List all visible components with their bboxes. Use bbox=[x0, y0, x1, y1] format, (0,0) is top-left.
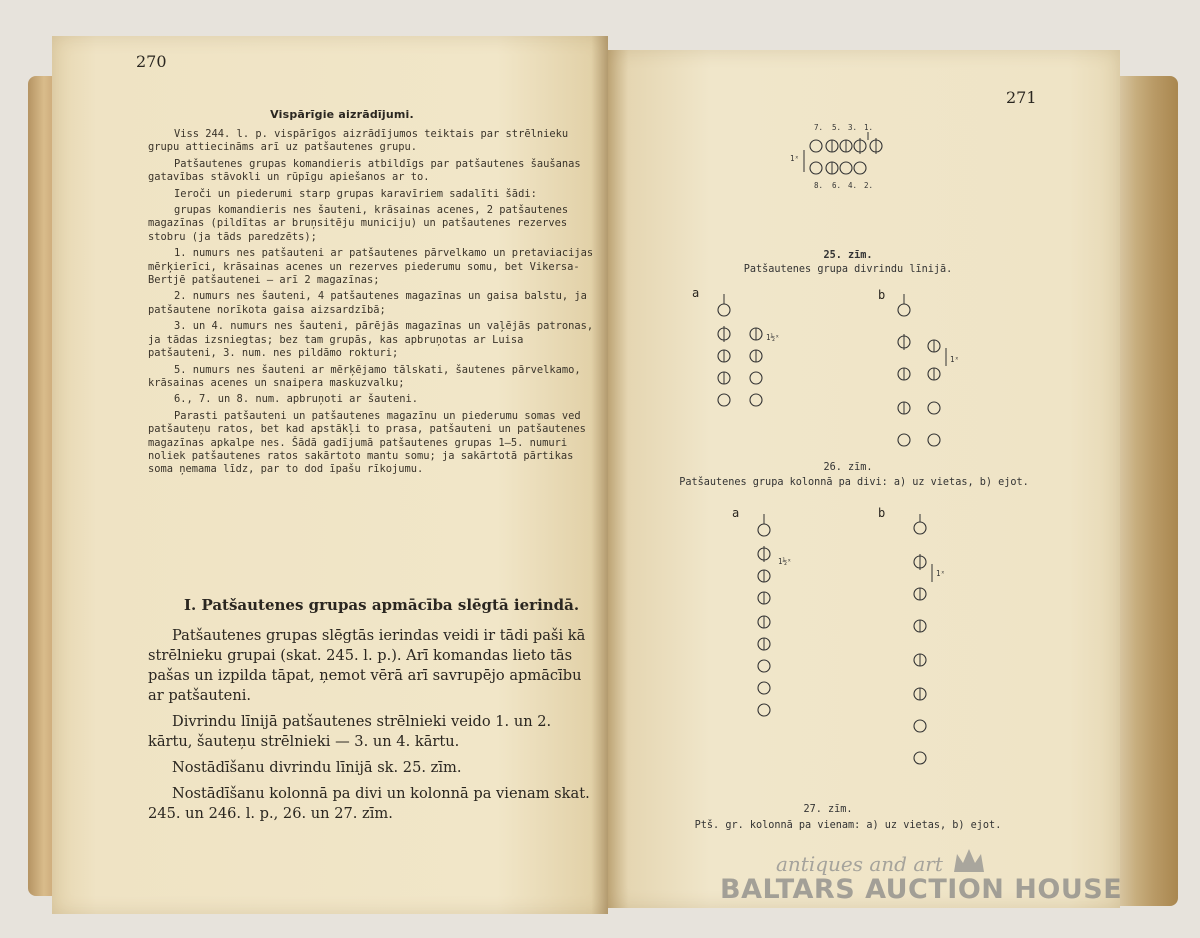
figure-27-caption: Ptš. gr. kolonnā pa vienam: a) uz vietas, b) ejot. bbox=[694, 820, 1002, 831]
figure-26-caption: Patšautenes grupa kolonnā pa divi: a) uz vietas, b) ejot. bbox=[679, 477, 1029, 488]
paragraph: Divrindu līnijā patšautenes strēlnieki veido 1. un 2. kārtu, šauteņu strēlnieki — 3. un 4. kārtu. bbox=[148, 713, 552, 750]
soldier-symbol bbox=[810, 162, 822, 174]
page-number-right: 271 bbox=[1006, 88, 1037, 107]
paragraph: 5. numurs nes šauteni ar mērķējamo tālskati, šautenes pārvelkamo, krāsainas acenes un snaipera maskuzvalku; bbox=[148, 363, 581, 389]
paragraph: Nostādīšanu kolonnā pa divi un kolonnā pa vienam skat. 245. un 246. l. p., 26. un 27. zīm. bbox=[148, 785, 590, 822]
paragraph: Patšautenes grupas slēgtās ierindas veidi ir tādi paši kā strēlnieku grupai (skat. 245. l. p.). Arī komandas lieto tās pašas un izpilda tāpat, ņemot vērā arī savrupējo apmācību ar patšauteni. bbox=[148, 627, 586, 704]
auction-watermark bbox=[690, 846, 1170, 926]
paragraph: Nostādīšanu divrindu līnijā sk. 25. zīm. bbox=[172, 759, 462, 776]
fig25-bottom-number: 8. bbox=[814, 181, 824, 190]
figure-27-label: 27. zīm. bbox=[803, 804, 853, 815]
paragraph: 3. un 4. numurs nes šauteni, pārējās magazīnas un vaļējās patronas, ja tādas izsniegtas; bez tam grupās, kas apbruņotas ar Luisa patšauteni, 3. num. nes pildāmo rokturi; bbox=[148, 320, 594, 360]
fig25-top-number: 7. bbox=[814, 123, 824, 132]
figure-27b-diagram bbox=[904, 510, 984, 790]
section-heading: Vispārīgie aizrādījumi. bbox=[270, 108, 414, 121]
fig25-top-number: 1. bbox=[864, 123, 874, 132]
figure-25-label: 25. zīm. bbox=[823, 250, 873, 261]
fig25-bottom-number: 2. bbox=[864, 181, 874, 190]
crown-icon bbox=[952, 846, 986, 874]
soldier-symbol bbox=[854, 162, 866, 174]
paragraph: Parasti patšauteni un patšautenes magazīnu un piederumu somas ved patšauteņu ratos, bet kad apstākļi to prasa, patšauteni un patšautenes magazīnas apkalpe nes. Šādā gadījumā patšautenes grupas 1—5. numuri noliek patšautenes ratos sakārtoto mantu somu; ja sakārtotā pārtikas soma ņemama līdz, par to dod īpašu rīkojumu. bbox=[148, 409, 586, 476]
figure-26-letter-a: a bbox=[692, 286, 700, 300]
paragraph: 1. numurs nes patšauteni ar patšautenes pārvelkamo un pretaviacijas mērķierīci, krāsainas acenes un rezerves piederumu somu, bet Vikersa-Bertjē patšautenei — arī 2 magazīnas; bbox=[148, 247, 594, 287]
spacing-mark: 1ˣ bbox=[790, 154, 800, 163]
fig25-top-number: 5. bbox=[832, 123, 842, 132]
watermark-tagline: antiques and art bbox=[776, 852, 943, 876]
watermark-name: BALTARS AUCTION HOUSE bbox=[720, 874, 1123, 905]
spacing-mark: 1½ˣ bbox=[778, 557, 792, 566]
paragraph: 2. numurs nes šauteni, 4 patšautenes magazīnas un gaisa balstu, ja patšautene norīkota gaisa aizsardzībā; bbox=[148, 290, 587, 316]
paragraph: Viss 244. l. p. vispārīgos aizrādījumos teiktais par strēlnieku grupu attiecināms arī uz patšautenes grupu. bbox=[148, 128, 569, 154]
paragraph: grupas komandieris nes šauteni, krāsainas acenes, 2 patšautenes magazīnas (pildītas ar bruņsitēju municiju) un patšautenes rezerves stobru (ja tāds paredzēts); bbox=[148, 204, 569, 243]
page-edges-right bbox=[1118, 76, 1178, 906]
spacing-mark: 1½ˣ bbox=[766, 333, 780, 342]
right-page bbox=[608, 50, 1123, 908]
figure-26-letter-b: b bbox=[878, 288, 886, 302]
soldier-symbol bbox=[840, 162, 852, 174]
spacing-mark: 1ˣ bbox=[950, 355, 960, 364]
paragraph: Ieroči un piederumi starp grupas karavīriem sadalīti šādi: bbox=[174, 187, 537, 200]
fig25-bottom-number: 6. bbox=[832, 181, 842, 190]
open-book bbox=[28, 36, 1178, 916]
spacing-mark: 1ˣ bbox=[936, 569, 946, 578]
figure-26-label: 26. zīm. bbox=[823, 462, 873, 473]
paragraph: Patšautenes grupas komandieris atbildīgs par patšautenes šaušanas gatavības stāvokli un rūpīgu apiešanos ar to. bbox=[148, 157, 581, 184]
figure-27a-diagram bbox=[748, 510, 828, 730]
paragraph: 6., 7. un 8. num. apbruņoti ar šauteni. bbox=[174, 393, 418, 406]
figure-26a-diagram bbox=[708, 290, 818, 420]
figure-25-diagram bbox=[788, 120, 908, 210]
figure-26b-diagram bbox=[888, 290, 998, 440]
figure-27-letter-b: b bbox=[878, 506, 886, 520]
figure-25-caption: Patšautenes grupa divrindu līnijā. bbox=[743, 264, 953, 275]
general-instructions-text bbox=[148, 128, 594, 477]
closed-order-text bbox=[148, 626, 594, 824]
fig25-bottom-number: 4. bbox=[848, 181, 858, 190]
fig25-top-number: 3. bbox=[848, 123, 858, 132]
section-title: I. Patšautenes grupas apmācība slēgtā ierindā. bbox=[184, 596, 580, 614]
left-page bbox=[52, 36, 608, 914]
page-number-left: 270 bbox=[136, 52, 167, 71]
soldier-symbol bbox=[810, 140, 822, 152]
figure-27-letter-a: a bbox=[732, 506, 740, 520]
